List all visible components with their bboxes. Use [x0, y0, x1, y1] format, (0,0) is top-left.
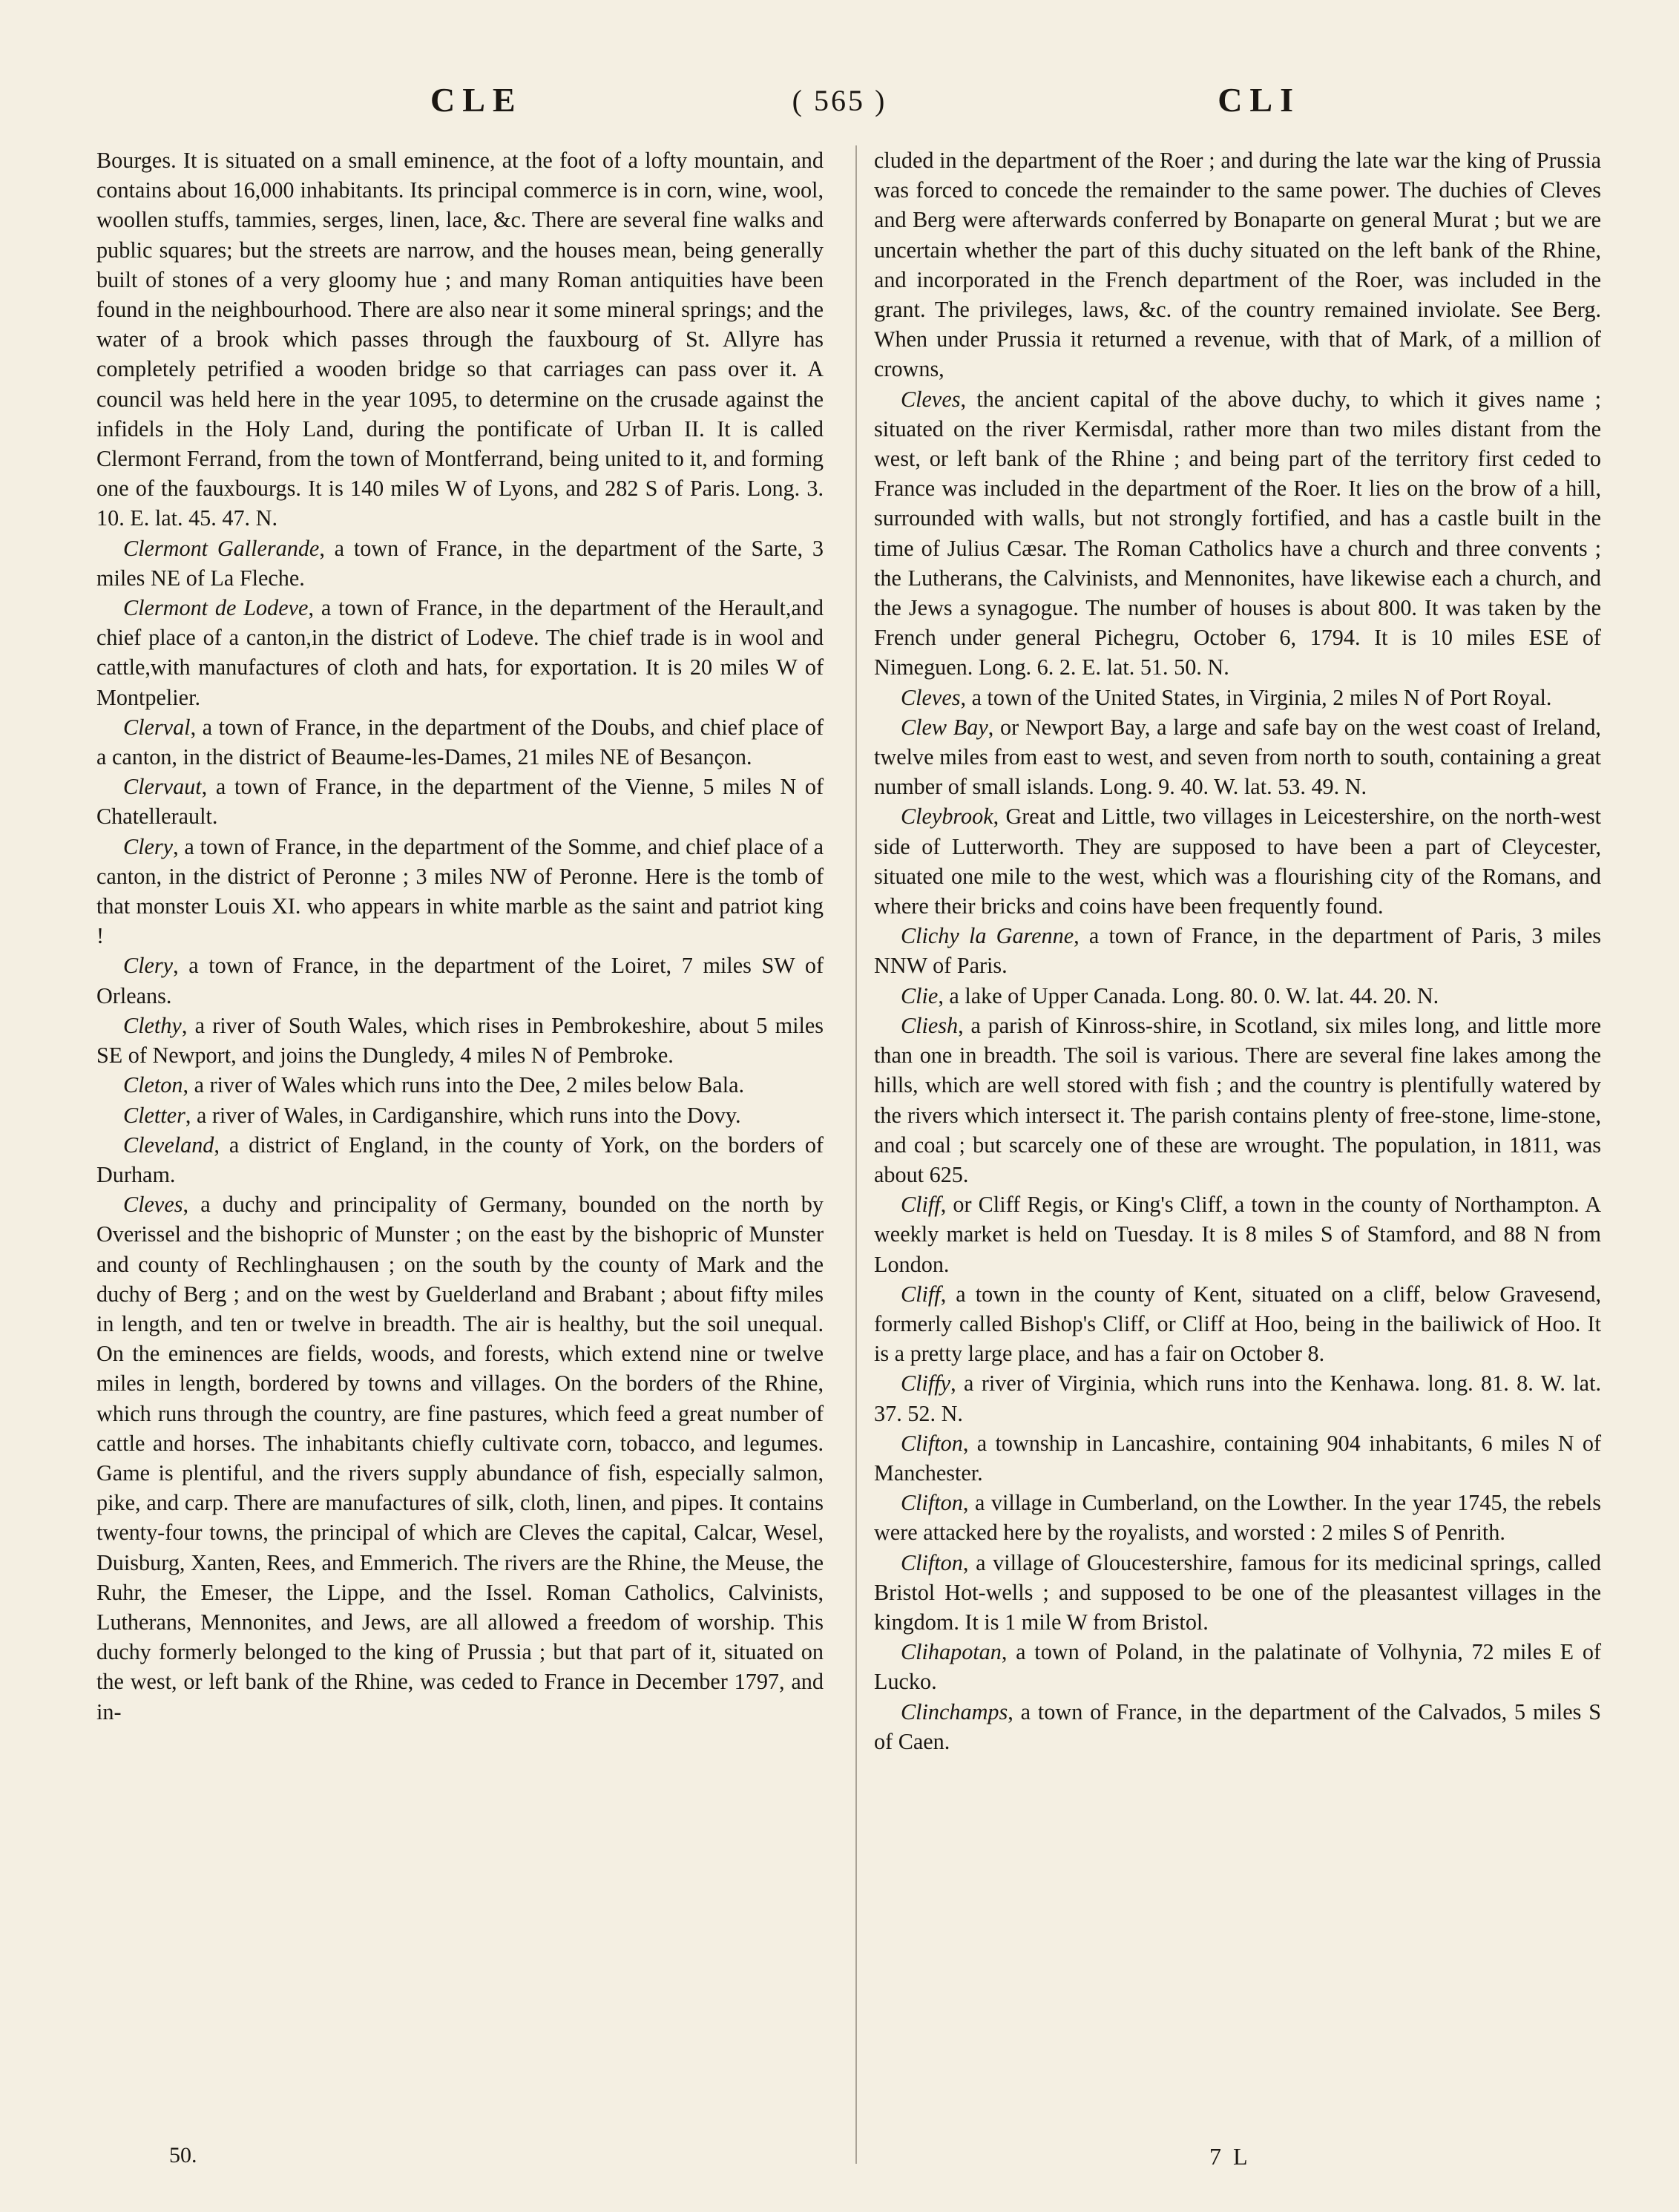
entry-text: , a town in the county of Kent, situated on a cliff, below Gravesend, formerly called Bishop's Cliff, or Cliff at Hoo, being in the bailiwick of Hoo. It is a pretty large place, and has a fair on October 8.	[874, 1281, 1601, 1367]
entry-text: , or Newport Bay, a large and safe bay on the west coast of Ireland, twelve miles from east to west, and seven from north to south, containing a great number of small islands. Long. 9. 40. W. lat. 53. 49. N.	[874, 714, 1601, 800]
dictionary-entry	[96, 951, 824, 1010]
entry-headword: Cleybrook	[901, 804, 993, 830]
entry-text: , a town of France, in the department of the Loiret, 7 miles SW of Orleans.	[96, 953, 824, 1008]
entry-headword: Clery	[123, 833, 174, 859]
dictionary-entry	[96, 1011, 824, 1070]
dictionary-entry	[874, 1011, 1601, 1189]
left-column	[96, 145, 824, 1727]
dictionary-entry	[96, 1100, 824, 1130]
entry-headword: Clermont de Lodeve	[123, 595, 309, 621]
entry-text: , a village in Cumberland, on the Lowther. In the year 1745, the rebels were attacked here by the royalists, and worsted : 2 miles S of Penrith.	[874, 1490, 1601, 1546]
entry-headword: Cleton	[123, 1072, 183, 1098]
entry-text: , a river of Virginia, which runs into the Kenhawa. long. 81. 8. W. lat. 37. 52. N.	[874, 1371, 1601, 1426]
entry-text: , a river of Wales which runs into the Dee, 2 miles below Bala.	[183, 1072, 745, 1098]
dictionary-entry	[874, 1697, 1601, 1756]
entry-headword: Clethy	[123, 1012, 182, 1038]
right-column	[874, 145, 1601, 1756]
entry-headword: Cliff	[901, 1281, 941, 1307]
dictionary-entry	[874, 1189, 1601, 1279]
entry-headword: Clervaut	[123, 774, 202, 800]
entry-headword: Clifton	[901, 1490, 963, 1516]
dictionary-entry	[874, 1279, 1601, 1369]
entry-text: , a district of England, in the county of York, on the borders of Durham.	[96, 1132, 824, 1187]
entry-headword: Clie	[901, 982, 939, 1008]
dictionary-entry	[874, 1548, 1601, 1638]
header-left-guideword: CLE	[430, 81, 523, 119]
dictionary-entry	[874, 801, 1601, 921]
dictionary-entry	[874, 712, 1601, 802]
running-header	[111, 80, 1568, 132]
dictionary-entry	[874, 683, 1601, 712]
dictionary-entry	[874, 1637, 1601, 1696]
entry-text: , the ancient capital of the above duchy, to which it gives name ; situated on the river Kermisdal, rather more than two miles distant from the west, or left bank of the Rhine ; and being part of the territory first ceded to France was included in the department of the Roer. It lies on the brow of a hill, surrounded with walls, but not strongly fortified, and has a castle built in the time of Julius Cæsar. The Roman Catholics have a church and three convents ; the Lutherans, the Calvinists, and Mennonites, have likewise each a church, and the Jews a synagogue. The number of houses is about 800. It was taken by the French under general Pichegru, October 6, 1794. It is 10 miles ESE of Nimeguen. Long. 6. 2. E. lat. 51. 50. N.	[874, 386, 1601, 680]
entry-text: , a town of Poland, in the palatinate of Volhynia, 72 miles E of Lucko.	[874, 1639, 1601, 1695]
entry-headword: Clermont Gallerande	[123, 535, 320, 561]
dictionary-entry	[874, 1488, 1601, 1547]
entry-text: , a town of France, in the department of the Calvados, 5 miles S of Caen.	[874, 1699, 1601, 1754]
continued-text	[96, 145, 824, 534]
dictionary-entry	[874, 384, 1601, 683]
entry-text: , a lake of Upper Canada. Long. 80. 0. W. lat. 44. 20. N.	[938, 982, 1439, 1008]
entry-headword: Cleveland	[123, 1132, 214, 1158]
column-divider	[855, 145, 857, 2164]
entry-headword: Clifton	[901, 1430, 963, 1456]
dictionary-entry	[96, 593, 824, 712]
page-number: ( 565 )	[792, 84, 887, 117]
dictionary-entry	[96, 1070, 824, 1100]
entry-text: , a duchy and principality of Germany, bounded on the north by Overissel and the bishopric of Munster ; on the east by the bishopric of Munster and county of Rechlinghausen ; on the south by the county of Mark and the duchy of Berg ; and on the west by Guelderland and Brabant ; about fifty miles in length, and ten or twelve in breadth. The air is healthy, but the soil unequal. On the eminences are fields, woods, and forests, which extend nine or twelve miles in length, bordered by towns and villages. On the borders of the Rhine, which runs through the country, are fine pastures, which feed a great number of cattle and horses. The inhabitants chiefly cultivate corn, tobacco, and legumes. Game is plentiful, and the rivers supply abundance of fish, especially salmon, pike, and carp. There are manufactures of silk, cloth, linen, and pipes. It contains twenty-four towns, the principal of which are Cleves the capital, Calcar, Wesel, Duisburg, Xanten, Rees, and Emmerich. The rivers are the Rhine, the Meuse, the Ruhr, the Emeser, the Lippe, and the Issel. Roman Catholics, Calvinists, Lutherans, Mennonites, and Jews, are all allowed a freedom of worship. This duchy formerly belonged to the king of Prussia ; but that part of it, situated on the west, or left bank of the Rhine, was ceded to France in December 1797, and in-	[96, 1192, 824, 1724]
entry-text: , a town of the United States, in Virginia, 2 miles N of Port Royal.	[960, 684, 1552, 710]
dictionary-entry	[96, 832, 824, 951]
entry-text: , a town of France, in the department of the Sarte, 3 miles NE of La Fleche.	[96, 535, 824, 591]
entry-text: , or Cliff Regis, or King's Cliff, a town in the county of Northampton. A weekly market is held on Tuesday. It is 8 miles S of Stamford, and 88 N from London.	[874, 1192, 1601, 1277]
dictionary-entry	[874, 1368, 1601, 1428]
entry-headword: Cleves	[123, 1192, 183, 1218]
entry-text: , Great and Little, two villages in Leicestershire, on the north-west side of Lutterworth. They are supposed to have been a part of Cleycester, situated one mile to the west, which was a flourishing city of the Romans, and where their bricks and coins have been frequently found.	[874, 804, 1601, 919]
entry-text: , a parish of Kinross-shire, in Scotland, six miles long, and little more than one in breadth. The soil is various. There are several fine lakes among the hills, which are well stored with fish ; and the country is plentifully watered by the rivers which intersect it. The parish contains plenty of free-stone, lime-stone, and coal ; but scarcely one of these are wrought. The population, in 1811, was about 625.	[874, 1012, 1601, 1187]
entry-headword: Clichy la Garenne	[901, 923, 1074, 949]
dictionary-entry	[874, 1428, 1601, 1488]
entry-headword: Clihapotan	[901, 1639, 1002, 1665]
entry-headword: Clerval	[123, 714, 191, 740]
header-right-guideword: CLI	[1218, 81, 1301, 119]
entry-text: , a village of Gloucestershire, famous for its medicinal springs, called Bristol Hot-wells ; and supposed to be one of the pleasantest villages in the kingdom. It is 1 mile W from Bristol.	[874, 1549, 1601, 1635]
dictionary-entry	[874, 921, 1601, 980]
entry-headword: Cliesh	[901, 1012, 959, 1038]
continued-text	[874, 145, 1601, 384]
entry-text: , a town of France, in the department of the Somme, and chief place of a canton, in the district of Peronne ; 3 miles NW of Peronne. Here is the tomb of that monster Louis XI. who appears in white marble as the saint and patriot king !	[96, 833, 824, 949]
entry-headword: Cliff	[901, 1192, 941, 1218]
dictionary-entry	[96, 1130, 824, 1189]
signature-mark-left: 50.	[169, 2143, 197, 2167]
entry-text: , a river of South Wales, which rises in Pembrokeshire, about 5 miles SE of Newport, and joins the Dungledy, 4 miles N of Pembroke.	[96, 1012, 824, 1069]
signature-mark-right: 7 L	[1209, 2143, 1251, 2170]
entry-headword: Cleves	[901, 684, 961, 710]
entry-text: cluded in the department of the Roer ; and during the late war the king of Prussia was forced to concede the remainder to the same power. The duchies of Cleves and Berg were afterwards conferred by Bonaparte on general Murat ; but we are uncertain whether the part of this duchy situated on the left bank of the Rhine, and incorporated in the French department of the Roer, was included in the grant. The privileges, laws, &c. of the country remained inviolate. See Berg. When under Prussia it returned a revenue, with that of Mark, of a million of crowns,	[874, 148, 1601, 382]
dictionary-entry	[96, 534, 824, 593]
dictionary-entry	[96, 772, 824, 831]
entry-headword: Clinchamps	[901, 1699, 1008, 1724]
entry-text: , a town of France, in the department of the Herault,and chief place of a canton,in the district of Lodeve. The chief trade is in wool and cattle,with manufactures of cloth and hats, for exportation. It is 20 miles W of Montpelier.	[96, 595, 824, 710]
entry-text: , a river of Wales, in Cardiganshire, which runs into the Dovy.	[185, 1102, 741, 1128]
dictionary-entry	[874, 981, 1601, 1011]
entry-text: , a town of France, in the department of Paris, 3 miles NNW of Paris.	[874, 923, 1601, 979]
entry-text: Bourges. It is situated on a small eminence, at the foot of a lofty mountain, and contains about 16,000 inhabitants. Its principal commerce is in corn, wine, wool, woollen stuffs, tammies, serges, linen, lace, &c. There are several fine walks and public squares; but the streets are narrow, and the houses mean, being generally built of stones of a very gloomy hue ; and many Roman antiquities have been found in the neighbourhood. There are also near it some mineral springs; and the water of a brook which passes through the fauxbourg of St. Allyre has completely petrified a wooden bridge so that carriages can pass over it. A council was held here in the year 1095, to determine on the crusade against the infidels in the Holy Land, during the pontificate of Urban II. It is called Clermont Ferrand, from the town of Montferrand, being united to it, and forming one of the fauxbourgs. It is 140 miles W of Lyons, and 282 S of Paris. Long. 3. 10. E. lat. 45. 47. N.	[96, 148, 824, 531]
entry-headword: Cleves	[901, 386, 961, 412]
dictionary-entry	[96, 712, 824, 772]
entry-headword: Cletter	[123, 1102, 185, 1128]
entry-headword: Clery	[123, 953, 174, 979]
entry-text: , a town of France, in the department of the Vienne, 5 miles N of Chatellerault.	[96, 774, 824, 830]
entry-headword: Clew Bay	[901, 714, 988, 740]
entry-headword: Clifton	[901, 1549, 963, 1575]
entry-text: , a town of France, in the department of the Doubs, and chief place of a canton, in the district of Beaume-les-Dames, 21 miles NE of Besançon.	[96, 714, 824, 770]
dictionary-entry	[96, 1189, 824, 1727]
entry-text: , a township in Lancashire, containing 904 inhabitants, 6 miles N of Manchester.	[874, 1430, 1601, 1486]
entry-headword: Cliffy	[901, 1371, 951, 1397]
